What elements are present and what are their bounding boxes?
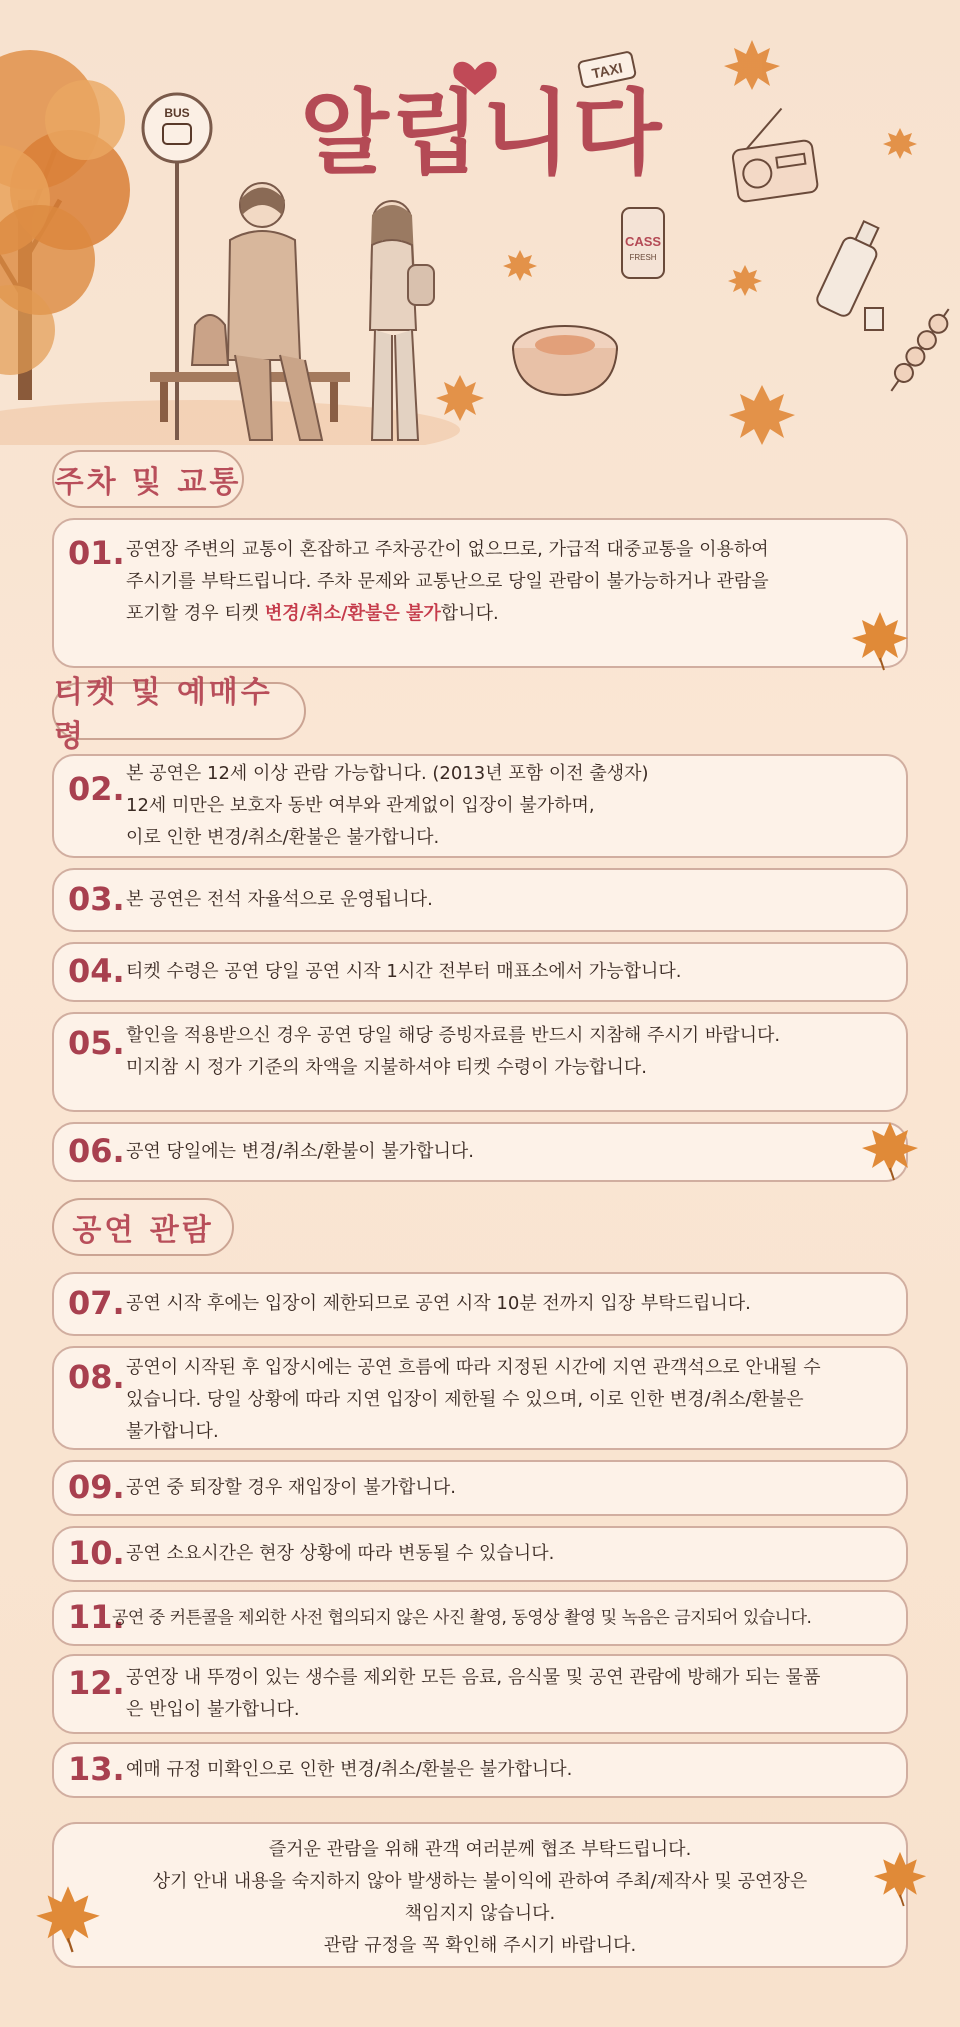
item-line: 공연 중 커튼콜을 제외한 사전 협의되지 않은 사진 촬영, 동영상 촬영 및 녹음은 금지되어 있습니다. [112, 1608, 812, 1628]
notice-card-10 [52, 1526, 908, 1582]
item-line: 12세 미만은 보호자 동반 여부와 관계없이 입장이 불가하며, [126, 795, 595, 816]
notice-card-02 [52, 754, 908, 858]
item-number: 02. [68, 770, 125, 808]
bus-stop-icon [143, 94, 211, 440]
item-number: 08. [68, 1358, 125, 1396]
taxi-sign-text: TAXI [590, 59, 624, 82]
can-sub-text: FRESH [629, 253, 657, 262]
radio-icon [727, 105, 818, 202]
closing-notice [52, 1822, 908, 1968]
item-line: 공연 소요시간은 현장 상황에 따라 변동될 수 있습니다. [126, 1543, 555, 1564]
skewer-icon [884, 304, 956, 396]
maple-leaf-icon [872, 1848, 928, 1908]
item-text [126, 884, 892, 916]
item-text [126, 758, 892, 854]
item-number: 13. [68, 1750, 125, 1788]
item-text [126, 1662, 892, 1726]
shot-glass [865, 308, 883, 330]
notice-card-09 [52, 1460, 908, 1516]
item-text [126, 1020, 892, 1084]
maple-leaf-icon [436, 375, 484, 421]
maple-leaf-icon [850, 608, 910, 672]
item-line [126, 598, 892, 630]
notice-card-08 [52, 1346, 908, 1450]
item-text [126, 534, 892, 630]
item-number: 04. [68, 952, 125, 990]
item-number: 06. [68, 1132, 125, 1170]
item-number: 01. [68, 534, 125, 572]
item-text [126, 1288, 892, 1320]
item-line: 미지참 시 정가 기준의 차액을 지불하셔야 티켓 수령이 가능합니다. [126, 1057, 647, 1078]
section-heading-viewing: 공연 관람 [52, 1198, 234, 1256]
item-line: 은 반입이 불가합니다. [126, 1699, 300, 1720]
notice-card-11 [52, 1590, 908, 1646]
item-number: 11. [68, 1598, 125, 1636]
notice-card-03 [52, 868, 908, 932]
item-text [126, 956, 892, 988]
section-heading-ticket: 티켓 및 예매수령 [52, 682, 306, 740]
item-number: 10. [68, 1534, 125, 1572]
item-line: 있습니다. 당일 상황에 따라 지연 입장이 제한될 수 있으며, 이로 인한 변경/취소/환불은 [126, 1389, 804, 1410]
item-text [126, 1538, 892, 1570]
notice-card-13 [52, 1742, 908, 1798]
item-line: 이로 인한 변경/취소/환불은 불가합니다. [126, 827, 440, 848]
item-line: 공연 시작 후에는 입장이 제한되므로 공연 시작 10분 전까지 입장 부탁드립니다. [126, 1293, 751, 1314]
notice-card-07 [52, 1272, 908, 1336]
item-text [126, 1352, 892, 1448]
item-line: 본 공연은 12세 이상 관람 가능합니다. (2013년 포함 이전 출생자) [126, 763, 649, 784]
item-number: 05. [68, 1024, 125, 1062]
notice-card-01 [52, 518, 908, 668]
notice-card-05 [52, 1012, 908, 1112]
closing-line: 책임지지 않습니다. [404, 1903, 556, 1924]
item-line: 공연장 내 뚜껑이 있는 생수를 제외한 모든 음료, 음식물 및 공연 관람에 방해가 되는 물품 [126, 1667, 821, 1688]
girl-figure [370, 201, 434, 440]
maple-leaf-icon [728, 265, 762, 296]
notice-card-12 [52, 1654, 908, 1734]
item-number: 03. [68, 880, 125, 918]
item-number: 07. [68, 1284, 125, 1322]
item-line: 불가합니다. [126, 1421, 219, 1442]
maple-leaf-icon [724, 40, 780, 90]
maple-leaf-icon [883, 128, 917, 159]
item-line: 예매 규정 미확인으로 인한 변경/취소/환불은 불가합니다. [126, 1759, 573, 1780]
item-line: 공연 중 퇴장할 경우 재입장이 불가합니다. [126, 1477, 456, 1498]
item-line: 주시기를 부탁드립니다. 주차 문제와 교통난으로 당일 관람이 불가능하거나 관람을 [126, 571, 769, 592]
item-text [126, 1754, 892, 1786]
closing-line: 즐거운 관람을 위해 관객 여러분께 협조 부탁드립니다. [268, 1839, 692, 1860]
item-line: 공연 당일에는 변경/취소/환불이 불가합니다. [126, 1141, 474, 1162]
item-line: 공연이 시작된 후 입장시에는 공연 흐름에 따라 지정된 시간에 지연 관객석으로 안내될 수 [126, 1357, 821, 1378]
item-text [126, 1136, 892, 1168]
item-line: 본 공연은 전석 자율석으로 운영됩니다. [126, 889, 433, 910]
can-label-text: CASS [624, 234, 662, 249]
maple-leaf-icon [503, 250, 537, 281]
beer-can-icon [622, 208, 664, 278]
notice-card-06 [52, 1122, 908, 1182]
autumn-tree [0, 50, 130, 400]
item-line-text: 포기할 경우 티켓 [126, 603, 265, 624]
soju-bottle-icon [815, 217, 888, 318]
item-line: 공연장 주변의 교통이 혼잡하고 주차공간이 없으므로, 가급적 대중교통을 이용하여 [126, 539, 769, 560]
item-line-text: 합니다. [440, 603, 499, 624]
item-line: 티켓 수령은 공연 당일 공연 시작 1시간 전부터 매표소에서 가능합니다. [126, 961, 682, 982]
item-text [112, 1602, 902, 1634]
maple-leaf-icon [34, 1880, 102, 1956]
item-number: 09. [68, 1468, 125, 1506]
item-number: 12. [68, 1664, 125, 1702]
maple-leaf-icon [729, 385, 795, 445]
maple-leaf-icon [860, 1118, 920, 1182]
closing-line: 상기 안내 내용을 숙지하지 않아 발생하는 불이익에 관하여 주최/제작사 및 공연장은 [152, 1871, 808, 1892]
stew-pot-icon [513, 326, 617, 395]
item-line: 할인을 적용받으신 경우 공연 당일 해당 증빙자료를 반드시 지참해 주시기 바랍니다. [126, 1025, 781, 1046]
page-title: 알립니다 [300, 80, 664, 187]
bus-sign-text: BUS [164, 106, 190, 120]
highlight-text: 변경/취소/환불은 불가 [264, 603, 441, 624]
closing-line: 관람 규정을 꼭 확인해 주시기 바랍니다. [323, 1935, 637, 1956]
section-heading-parking: 주차 및 교통 [52, 450, 244, 508]
item-text [126, 1472, 892, 1504]
notice-card-04 [52, 942, 908, 1002]
